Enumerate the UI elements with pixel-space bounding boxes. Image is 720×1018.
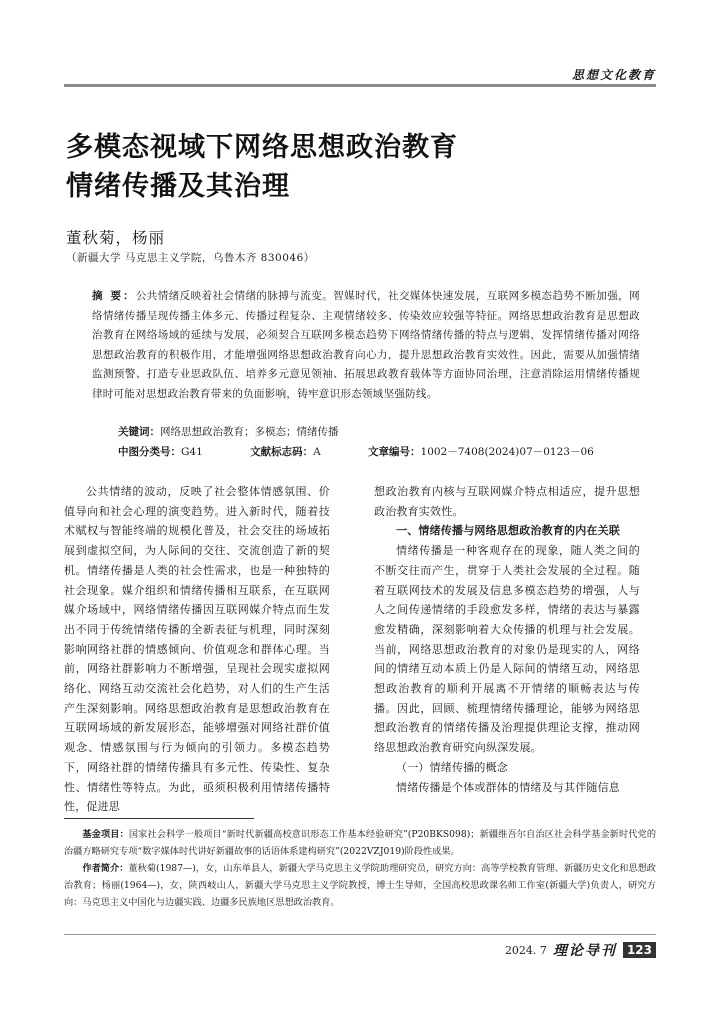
article-title: [66, 128, 458, 206]
footnote-rule: [64, 818, 254, 819]
doc-code-group: [250, 446, 343, 458]
keywords-text: 网络思想政治教育；多模态；情绪传播: [160, 426, 339, 438]
clc-group: [118, 446, 225, 458]
article-number-value: 1002－7408(2024)07－0123－06: [420, 446, 594, 458]
body-paragraph: 情绪传播是一种客观存在的现象，随人类之间的不断交往而产生，贯穿于人类社会发展的全过程。随着互联网技术的发展及信息多模态趋势的增强，人与人之间传递情绪的手段愈发多样，情绪的表达与暴露愈发精确，深刻影响着大众传播的机理与社会发展。当前，网络思想政治教育的对象仍是现实的人，网络间的情绪互动本质上仍是人际间的情绪互动，网络思想政治教育的顺利开展离不开情绪的顺畅表达与传播。因此，回顾、梳理情绪传播理论，能够为网络思想政治教育的情绪传播及治理提供理论支撑，推动网络思想政治教育研究向纵深发展。: [374, 544, 640, 755]
funding-text: 国家社会科学一般项目“新时代新疆高校意识形态工作基本经验研究”(P20BKS098)；新疆维吾尔自治区社会科学基金新时代党的治疆方略研究专项“数字媒体时代讲好新疆故事的话语体系建构研究”(2022VZJ019)阶段性成果。: [64, 829, 657, 857]
author-bio-label: 作者简介：: [82, 863, 129, 874]
body-column-right: [374, 482, 640, 797]
authors: 董秋菊，杨丽: [66, 229, 166, 247]
journal-name: 理论导刊: [552, 943, 617, 959]
body-paragraph: 想政治教育内核与互联网媒介特点相适应，提升思想政治教育实效性。: [374, 485, 640, 518]
section-label: 思想文化教育: [571, 68, 656, 82]
clc-value: G41: [181, 446, 203, 458]
keywords-label: 关键词：: [118, 426, 160, 438]
abstract: [92, 287, 640, 404]
funding-label: 基金项目：: [82, 829, 129, 840]
body-paragraph: 情绪传播是个体或群体的情绪及与其伴随信息: [396, 780, 620, 794]
doc-code-value: A: [313, 446, 321, 458]
author-bio-text: 董秋菊(1987—)，女，山东单县人，新疆大学马克思主义学院助理研究员，研究方向：高等学校教育管理、新疆历史文化和思想政治教育；杨丽(1964—)，女，陕西岐山人，新疆大学马克思主义学院教授，博士生导师，全国高校思政课名师工作室(新疆大学)负责人，研究方向：马克思主义中国化与边疆实践、边疆多民族地区思想政治教育。: [64, 863, 656, 908]
affiliation: （新疆大学 马克思主义学院，乌鲁木齐 830046）: [66, 252, 315, 264]
keywords: [118, 424, 339, 439]
page-footer: [505, 940, 656, 960]
body-column-left: [64, 482, 330, 817]
subsection-heading: （一）情绪传播的概念: [396, 760, 508, 774]
clc-label: 中图分类号：: [118, 446, 181, 458]
article-number-label: 文章编号：: [368, 446, 421, 458]
abstract-label: 摘 要：: [92, 290, 136, 302]
abstract-text: 公共情绪反映着社会情绪的脉搏与流变。智媒时代，社交媒体快速发展，互联网多模态趋势不断加强，网络情绪传播呈现传播主体多元、传播过程复杂、主观情绪较多、传染效应较强等特征。网络思想政治教育是思想政治教育在网络场域的延续与发展，必须契合互联网多模态趋势下网络情绪传播的特点与逻辑，发挥情绪传播对网络思想政治教育的积极作用，才能增强网络思想政治教育向心力，提升思想政治教育实效性。因此，需要从加强情绪监测预警、打造专业思政队伍、培养多元意见领袖、拓展思政教育载体等方面协同治理，注意消除运用情绪传播规律时可能对思想政治教育带来的负面影响，铸牢意识形态领域坚强防线。: [92, 290, 640, 400]
page-number: 123: [623, 942, 656, 958]
funding-note: [64, 826, 656, 860]
section-heading: 一、情绪传播与网络思想政治教育的内在关联: [396, 524, 620, 538]
footnotes: [64, 826, 656, 911]
top-rule: [64, 84, 656, 87]
author-bio-note: [64, 860, 656, 911]
classification-line: [118, 444, 638, 459]
title-line-2: 情绪传播及其治理: [66, 171, 290, 202]
article-number-group: [368, 446, 616, 458]
issue-date: 2024. 7: [504, 943, 547, 957]
title-line-1: 多模态视域下网络思想政治教育: [66, 132, 458, 163]
doc-code-label: 文献标志码：: [250, 446, 314, 458]
body-paragraph: 公共情绪的波动，反映了社会整体情感氛围、价值导向和社会心理的演变趋势。进入新时代，随着技术赋权与智能终端的规模化普及，社会交往的场域拓展到虚拟空间，为人际间的交往、交流创造了新的契机。情绪传播是人类的社会性需求，也是一种独特的社会现象。媒介组织和情绪传播相互联系，在互联网媒介场域中，网络情绪传播因互联网媒介特点而生发出不同于传统情绪传播的全新表征与机理，同时深刻影响网络社群的情感倾向、价值观念和群体心理。当前，网络社群影响力不断增强，呈现社会现实虚拟网络化、网络互动交流社会化趋势，对人们的生产生活产生深刻影响。网络思想政治教育是思想政治教育在互联网场域的新发展形态，能够增强对网络社群价值观念、情感氛围与行为倾向的引领力。多模态趋势下，网络社群的情绪传播具有多元性、传染性、复杂性、情绪性等特点。为此，亟须积极利用情绪传播特性，促进思: [64, 485, 330, 814]
bottom-rule: [64, 934, 656, 935]
